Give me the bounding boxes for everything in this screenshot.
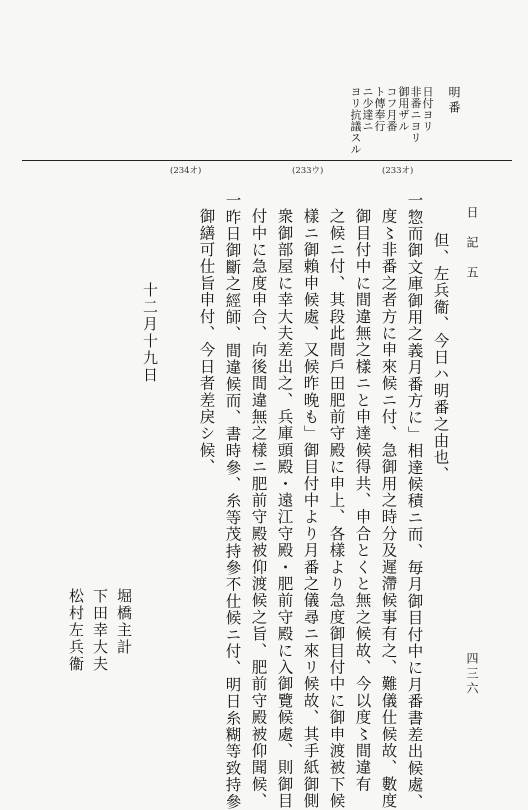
body-line: 樣ニ御賴申候處、又候昨晚も」御目付中より月番之儀尋ニ來リ候故、其手紙御側	[301, 208, 320, 810]
letter-date: 十二月十九日	[141, 282, 159, 384]
note-line: 日付ヨリ	[421, 86, 434, 132]
body-line: 衆御部屋に幸大夫差出之、兵庫頭殿・遠江守殿・肥前守殿に入御覽候處、則御目	[275, 208, 294, 810]
note-line: ヨリ抗議スル	[349, 86, 362, 155]
body-line: 度〻非番之者方に申來候ニ付、急御用之時分及遲滯候事有之、難儀仕候故、數度	[379, 208, 398, 810]
note-line: ニ少達ニ	[361, 86, 374, 132]
book-title: 日 記 五	[465, 206, 479, 281]
page-ref: (234オ)	[170, 166, 202, 176]
signatory-name: 下田幸大夫	[91, 588, 109, 673]
body-line: 之候ニ付、其段此間戶田肥前守殿に申上、各樣より急度御目付中に御申渡被下候	[327, 208, 346, 810]
note-line: 非番ニヨリ	[409, 86, 422, 144]
body-line: 付中に急度申合、向後間違無之樣ニ肥前守殿被仰渡候之旨、肥前守殿被仰聞候、	[249, 208, 268, 810]
body-line: 但、左兵衞、今日ハ明番之由也、	[431, 232, 450, 483]
page-ref: (233オ)	[382, 166, 414, 176]
signatory-name: 堀橋主計	[115, 588, 133, 656]
page-number: 四三六	[465, 652, 479, 697]
header-rule	[22, 160, 512, 161]
page-ref: (233ウ)	[292, 166, 324, 176]
body-line: 一昨日御斷之經師、間違候而、書時參、糸等茂持參不仕候ニ付、明日糸糊等致持參	[223, 192, 242, 810]
note-line: ト傳奉行	[373, 86, 386, 132]
body-line: 御目付中に間違無之樣ニと申達候得共、申合とくと無之候故、今以度〻間違有	[353, 208, 372, 793]
body-line: 御繕可仕旨申付、今日者差戾シ候、	[197, 208, 216, 476]
note-line: コフ月番	[385, 86, 398, 132]
signatory-name: 松村左兵衞	[67, 588, 85, 673]
note-line: 御用ザル	[397, 86, 410, 132]
body-line: 一惣而御文庫御用之義月番方に」相達候積ニ而、毎月御目付中に月番書差出候處、	[405, 192, 424, 810]
notes-label: 明番	[447, 86, 461, 116]
